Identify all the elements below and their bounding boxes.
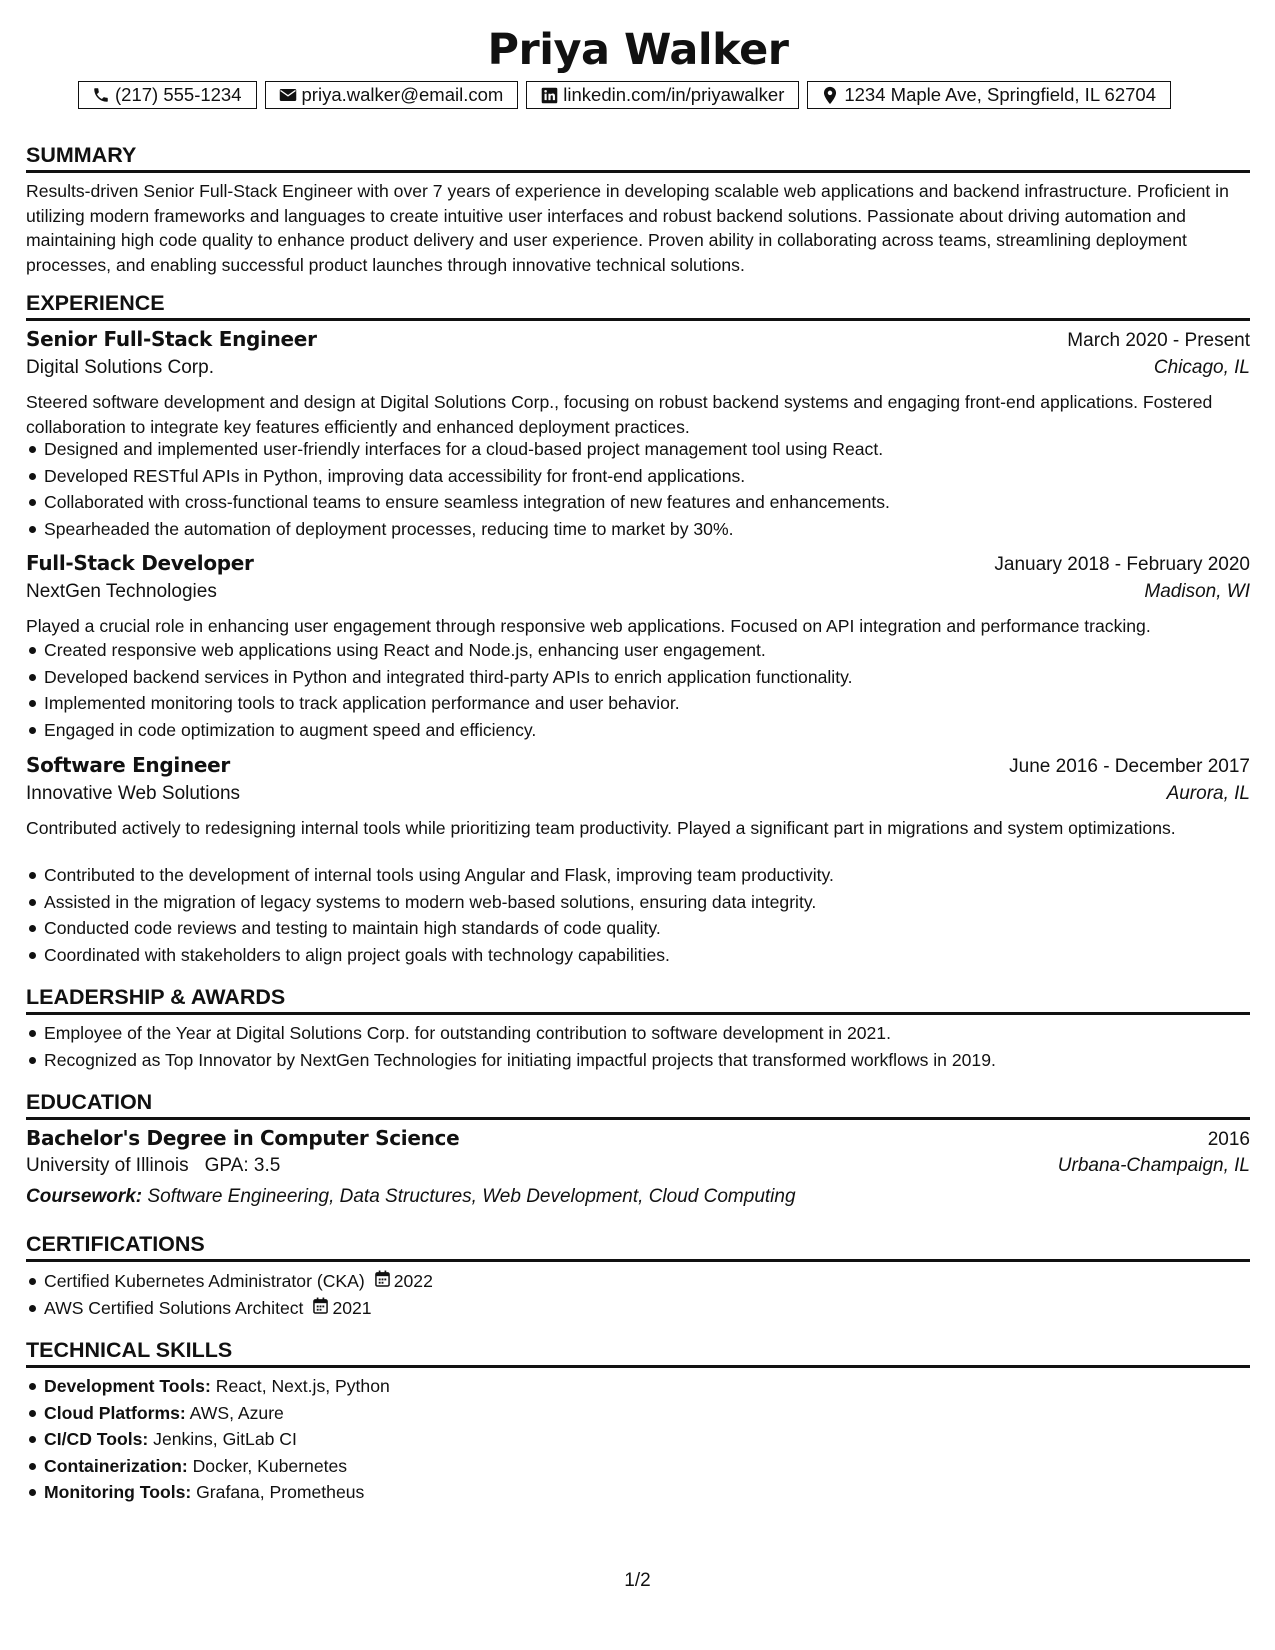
list-item xyxy=(26,1479,1250,1506)
cert-year xyxy=(313,1295,371,1322)
job-header xyxy=(26,551,1250,576)
job-bullets xyxy=(26,862,1250,968)
job-description: Contributed actively to redesigning internal tools while prioritizing team productivity. Played a significant part in migrations and system optimizations. xyxy=(26,818,1176,838)
coursework-label: Coursework: xyxy=(26,1186,143,1207)
job-subheader xyxy=(26,357,1250,379)
job-location: Aurora, IL xyxy=(1166,783,1250,804)
list-item xyxy=(26,1453,1250,1480)
job-company: Digital Solutions Corp. xyxy=(26,357,214,378)
section-title-experience: EXPERIENCE xyxy=(26,290,1250,321)
school xyxy=(26,1155,280,1177)
cert-year-text: 2022 xyxy=(393,1271,433,1291)
list-item xyxy=(26,1268,1250,1295)
list-item: Created responsive web applications using React and Node.js, enhancing user engagement. xyxy=(26,637,1250,664)
skill-category: Containerization: xyxy=(44,1455,188,1476)
list-item xyxy=(26,1400,1250,1427)
list-item: Employee of the Year at Digital Solutions Corp. for outstanding contribution to software development in 2021. xyxy=(26,1020,1250,1047)
section-title-certifications: CERTIFICATIONS xyxy=(26,1231,1250,1262)
education-header xyxy=(26,1126,1250,1151)
list-item: Engaged in code optimization to augment speed and efficiency. xyxy=(26,717,1250,744)
candidate-name: Priya Walker xyxy=(487,25,789,75)
contact-address-text: 1234 Maple Ave, Springfield, IL 62704 xyxy=(844,84,1157,105)
cert-year-text: 2021 xyxy=(332,1297,372,1318)
job-title: Full-Stack Developer xyxy=(26,551,254,575)
job-company: NextGen Technologies xyxy=(26,581,217,602)
list-item xyxy=(26,1295,1250,1322)
gpa: GPA: 3.5 xyxy=(204,1155,281,1176)
contact-linkedin-text: linkedin.com/in/priyawalker xyxy=(563,84,785,105)
list-item: Recognized as Top Innovator by NextGen Technologies for initiating impactful projects that transformed workflows in 2019. xyxy=(26,1047,1250,1074)
job-title: Senior Full-Stack Engineer xyxy=(26,327,317,351)
contact-email-text: priya.walker@email.com xyxy=(301,84,504,105)
list-item: Developed RESTful APIs in Python, improving data accessibility for front-end applications. xyxy=(26,463,1250,490)
cert-name: AWS Certified Solutions Architect xyxy=(44,1297,304,1318)
job-description: Played a crucial role in enhancing user engagement through responsive web applications. Focused on API integration and performance tracking. xyxy=(26,616,1151,636)
job-title: Software Engineer xyxy=(26,753,230,777)
graduation-year: 2016 xyxy=(1207,1129,1250,1150)
skill-category: CI/CD Tools: xyxy=(44,1429,149,1450)
section-title-leadership: LEADERSHIP & AWARDS xyxy=(26,984,1250,1015)
cert-name: Certified Kubernetes Administrator (CKA) xyxy=(44,1271,365,1291)
page-number: 1/2 xyxy=(624,1570,651,1591)
calendar-icon xyxy=(313,1295,332,1322)
coursework xyxy=(26,1186,796,1208)
contact-bar xyxy=(78,81,1171,109)
section-title-summary: SUMMARY xyxy=(26,142,1250,173)
list-item: Designed and implemented user-friendly interfaces for a cloud-based project management tool using React. xyxy=(26,436,1250,463)
school-name: University of Illinois xyxy=(26,1155,189,1176)
list-item: Coordinated with stakeholders to align project goals with technology capabilities. xyxy=(26,942,1250,969)
coursework-row xyxy=(26,1186,1250,1208)
phone-icon xyxy=(91,85,111,105)
skills-list xyxy=(26,1373,1250,1506)
skill-values: AWS, Azure xyxy=(189,1402,284,1423)
contact-linkedin[interactable] xyxy=(526,81,799,109)
leadership-list xyxy=(26,1020,1250,1073)
degree: Bachelor's Degree in Computer Science xyxy=(26,1126,460,1150)
list-item xyxy=(26,1426,1250,1453)
list-item: Implemented monitoring tools to track application performance and user behavior. xyxy=(26,690,1250,717)
linkedin-icon xyxy=(539,85,559,105)
contact-address xyxy=(807,81,1171,109)
skill-category: Development Tools: xyxy=(44,1376,211,1396)
job-dates: March 2020 - Present xyxy=(1067,330,1250,351)
coursework-list: Software Engineering, Data Structures, Web Development, Cloud Computing xyxy=(147,1186,796,1207)
skill-values: Grafana, Prometheus xyxy=(196,1482,365,1503)
section-title-education: EDUCATION xyxy=(26,1089,1250,1120)
job-header xyxy=(26,753,1250,778)
list-item: Spearheaded the automation of deployment processes, reducing time to market by 30%. xyxy=(26,516,1250,543)
job-subheader xyxy=(26,581,1250,603)
skill-values: Jenkins, GitLab CI xyxy=(153,1429,297,1450)
job-dates: June 2016 - December 2017 xyxy=(1009,756,1250,777)
list-item: Contributed to the development of internal tools using Angular and Flask, improving team productivity. xyxy=(26,862,1250,889)
envelope-icon xyxy=(278,85,298,105)
summary-text: Results-driven Senior Full-Stack Engineer with over 7 years of experience in developing scalable web applications and backend infrastructure. Proficient in utilizing modern frameworks and languages to create intuitive user interfaces and robust backend solutions. Passionate about driving automation and maintaining high code quality to enhance product delivery and user experience. Proven ability in collaborating across teams, streamlining deployment processes, and enabling successful product launches through innovative technical solutions. xyxy=(26,181,1229,275)
skill-category: Cloud Platforms: xyxy=(44,1402,186,1423)
skill-values: React, Next.js, Python xyxy=(215,1376,390,1396)
cert-year xyxy=(375,1268,433,1295)
school-location: Urbana-Champaign, IL xyxy=(1057,1155,1250,1176)
job-dates: January 2018 - February 2020 xyxy=(994,554,1250,575)
list-item xyxy=(26,1373,1250,1400)
job-description: Steered software development and design at Digital Solutions Corp., focusing on robust backend systems and engaging front-end applications. Fostered collaboration to integrate key features efficiently and enhanced deployment practices. xyxy=(26,392,1213,437)
job-subheader xyxy=(26,783,1250,805)
skill-values: Docker, Kubernetes xyxy=(192,1455,348,1476)
contact-email[interactable] xyxy=(265,81,519,109)
skill-category: Monitoring Tools: xyxy=(44,1482,192,1503)
contact-phone-text: (217) 555-1234 xyxy=(115,84,242,105)
education-subheader xyxy=(26,1155,1250,1177)
job-company: Innovative Web Solutions xyxy=(26,783,241,804)
job-bullets xyxy=(26,436,1250,542)
list-item: Collaborated with cross-functional teams to ensure seamless integration of new features and enhancements. xyxy=(26,489,1250,516)
job-header xyxy=(26,327,1250,352)
certifications-list xyxy=(26,1268,1250,1321)
map-marker-icon xyxy=(820,85,840,105)
job-bullets xyxy=(26,637,1250,743)
list-item: Conducted code reviews and testing to maintain high standards of code quality. xyxy=(26,915,1250,942)
list-item: Assisted in the migration of legacy systems to modern web-based solutions, ensuring data integrity. xyxy=(26,889,1250,916)
job-location: Chicago, IL xyxy=(1153,357,1250,378)
list-item: Developed backend services in Python and integrated third-party APIs to enrich application functionality. xyxy=(26,664,1250,691)
contact-phone[interactable] xyxy=(78,81,257,109)
calendar-icon xyxy=(375,1268,394,1295)
section-title-skills: TECHNICAL SKILLS xyxy=(26,1337,1250,1368)
job-location: Madison, WI xyxy=(1144,581,1250,602)
